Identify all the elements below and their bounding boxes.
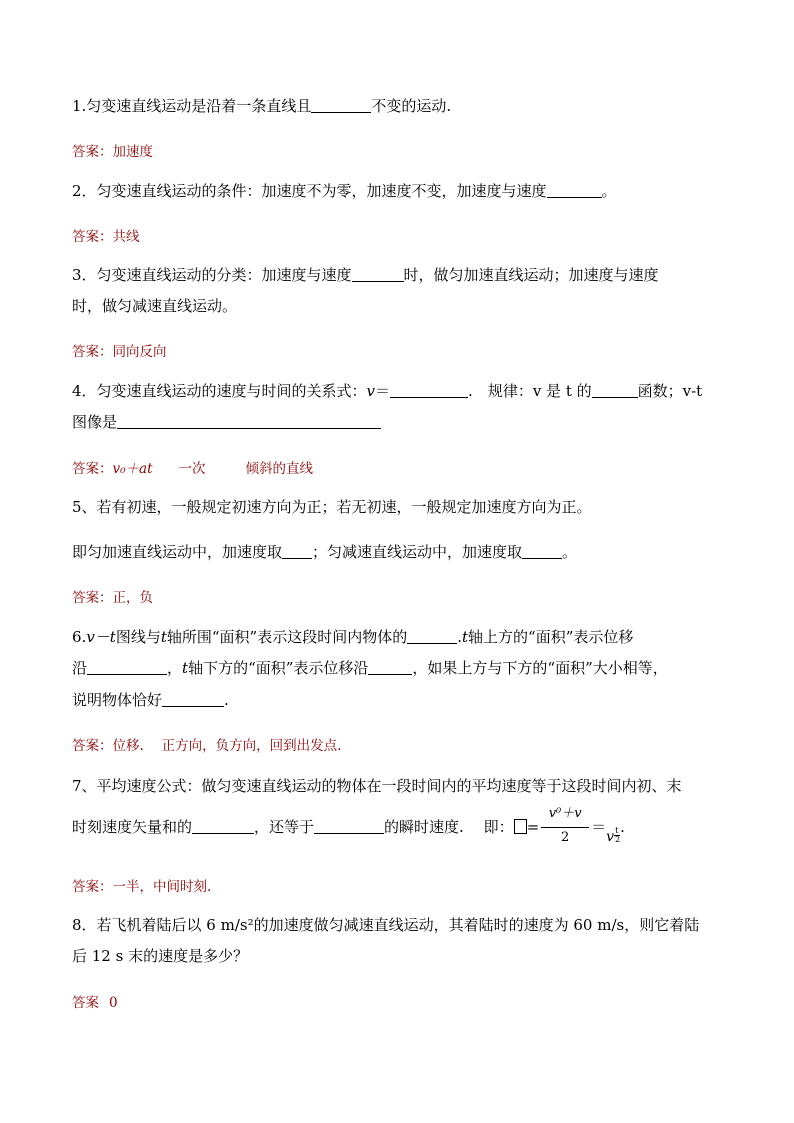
q6-l1-e: 轴上方的“面积”表示位移 [468, 628, 634, 646]
q6-l2-c: 轴下方的“面积”表示位移沿 [188, 659, 369, 677]
answer-label: 答案： [72, 144, 113, 160]
q7-blank-2 [314, 818, 384, 834]
q7-blank-1 [192, 818, 254, 834]
q6-blank-4 [162, 691, 224, 707]
q1-text-pre: 1.匀变速直线运动是沿着一条直线且 [72, 97, 312, 115]
question-6 [72, 621, 722, 654]
q6-l1-a: 6. [72, 628, 87, 646]
q6-l1-b: 图线与 [115, 628, 161, 646]
answer-label: 答案： [72, 229, 113, 245]
answer-5-text: 正，负 [112, 590, 153, 606]
q4-blank-3 [117, 413, 381, 429]
answer-label: 答案： [72, 461, 113, 477]
answer-4-text-3: 倾斜的直线 [245, 461, 314, 477]
q3-line2: 时，做匀减速直线运动。 [72, 297, 238, 315]
q7-eq: = [526, 818, 540, 836]
q5-line2-b: ；匀减速直线运动中，加速度取 [312, 543, 523, 561]
answer-1-text: 加速度 [112, 144, 153, 160]
q5-line1: 5、若有初速，一般规定初速方向为正；若无初速，一般规定加速度方向为正。 [72, 498, 592, 516]
q7-l2-b: ，还等于 [254, 818, 315, 836]
q7-l2-c: 的瞬时速度. 即： [384, 818, 514, 836]
answer-label: 答案 [72, 995, 99, 1011]
question-1 [72, 90, 722, 123]
v-symbol: v [606, 829, 615, 845]
question-8-line-2 [72, 940, 722, 973]
q3-blank-1 [352, 266, 404, 282]
answer-3-text: 同向反向 [112, 344, 167, 360]
answer-label: 答案： [72, 344, 113, 360]
question-5 [72, 491, 722, 524]
q4-blank-2 [592, 382, 638, 398]
q4-line2: 图像是 [72, 413, 118, 431]
question-2 [72, 175, 722, 208]
subscript-denominator: 2 [615, 835, 621, 844]
q6-l2-b: ， [167, 659, 183, 677]
q6-l3-a: 说明物体恰好 [72, 691, 163, 709]
answer-label: 答案： [72, 879, 113, 895]
answer-4-formula: v₀＋at [112, 461, 153, 477]
question-4 [72, 375, 722, 408]
question-6-line-2 [72, 652, 722, 685]
answer-6 [72, 734, 341, 754]
q2-blank [547, 182, 602, 198]
fraction-numerator: v⁰＋v [548, 806, 582, 821]
q6-l1-d: . [457, 628, 462, 646]
q3-line1-mid: 时，做匀加速直线运动；加速度与速度 [403, 266, 659, 284]
question-3 [72, 259, 722, 292]
q4-eq: ＝ [375, 382, 391, 400]
q8-l1: 8．若飞机着陆后以 6 m/s²的加速度做匀减速直线运动，其着陆时的速度为 60 m/s，则它着陆 [72, 916, 700, 934]
q5-blank-1 [282, 543, 312, 559]
answer-6-text: 位移. 正方向，负方向，回到出发点. [112, 738, 342, 754]
answer-3 [72, 340, 167, 360]
q1-text-post: 不变的运动. [371, 97, 452, 115]
v-bar-symbol-icon [514, 819, 527, 834]
q6-blank-1 [407, 628, 457, 644]
q6-l2-t: t [182, 659, 189, 677]
answer-2-text: 共线 [112, 229, 140, 245]
answer-8-text: 0 [109, 995, 118, 1011]
q7-l2-a: 时刻速度矢量和的 [72, 818, 193, 836]
q6-l2-d: ，如果上方与下方的“面积”大小相等， [412, 659, 668, 677]
subscript-numerator: t [615, 826, 619, 835]
q7-l1: 7、平均速度公式：做匀变速直线运动的物体在一段时间内的平均速度等于这段时间内初、末 [72, 777, 682, 795]
q6-l2-a: 沿 [72, 659, 88, 677]
answer-7 [72, 875, 211, 895]
question-7 [72, 770, 722, 803]
q6-l1-t: t [160, 628, 167, 646]
q8-l2: 后 12 s 末的速度是多少？ [72, 947, 249, 965]
answer-label: 答案： [72, 590, 113, 606]
answer-label: 答案： [72, 738, 113, 754]
q2-text-pre: 2．匀变速直线运动的条件：加速度不为零，加速度不变，加速度与速度 [72, 182, 547, 200]
q6-l3-b: . [224, 691, 229, 709]
q6-l1-t2: t [462, 628, 469, 646]
q4-var-v: v [366, 382, 376, 400]
q7-eq2: ＝ [591, 818, 607, 836]
fraction-denominator: 2 [561, 830, 570, 845]
question-6-line-3 [72, 684, 722, 717]
answer-2 [72, 225, 140, 245]
q7-tail: . [620, 818, 625, 836]
v-half-symbol [606, 813, 620, 843]
q6-blank-3 [368, 659, 412, 675]
fraction [541, 808, 589, 848]
q2-text-post: 。 [601, 182, 617, 200]
q5-line2-c: 。 [562, 543, 578, 561]
question-5-line-2 [72, 536, 722, 569]
q5-line2-a: 即匀加速直线运动中，加速度取 [72, 543, 283, 561]
question-8 [72, 909, 722, 942]
q4-line1-b: . 规律：v 是 t 的 [468, 382, 592, 400]
q3-line1-pre: 3．匀变速直线运动的分类：加速度与速度 [72, 266, 352, 284]
question-7-line-2 [72, 807, 722, 848]
fraction-bar [541, 827, 589, 828]
answer-5 [72, 586, 153, 606]
answer-4 [72, 457, 313, 477]
answer-1 [72, 140, 153, 160]
q4-line1-c: 函数；v-t [637, 382, 703, 400]
q4-blank-1 [390, 382, 468, 398]
q1-blank [311, 97, 371, 113]
question-3-line-2 [72, 290, 722, 323]
q4-line1-a: 4．匀变速直线运动的速度与时间的关系式： [72, 382, 367, 400]
answer-8 [72, 991, 118, 1011]
q6-l1-vt: v－t [86, 628, 116, 646]
answer-4-text-2: 一次 [178, 461, 206, 477]
answer-7-text: 一半，中间时刻. [112, 879, 212, 895]
q5-blank-2 [522, 543, 562, 559]
question-4-line-2 [72, 406, 722, 439]
q6-blank-2 [87, 659, 167, 675]
q6-l1-c: 轴所围“面积”表示这段时间内物体的 [166, 628, 408, 646]
